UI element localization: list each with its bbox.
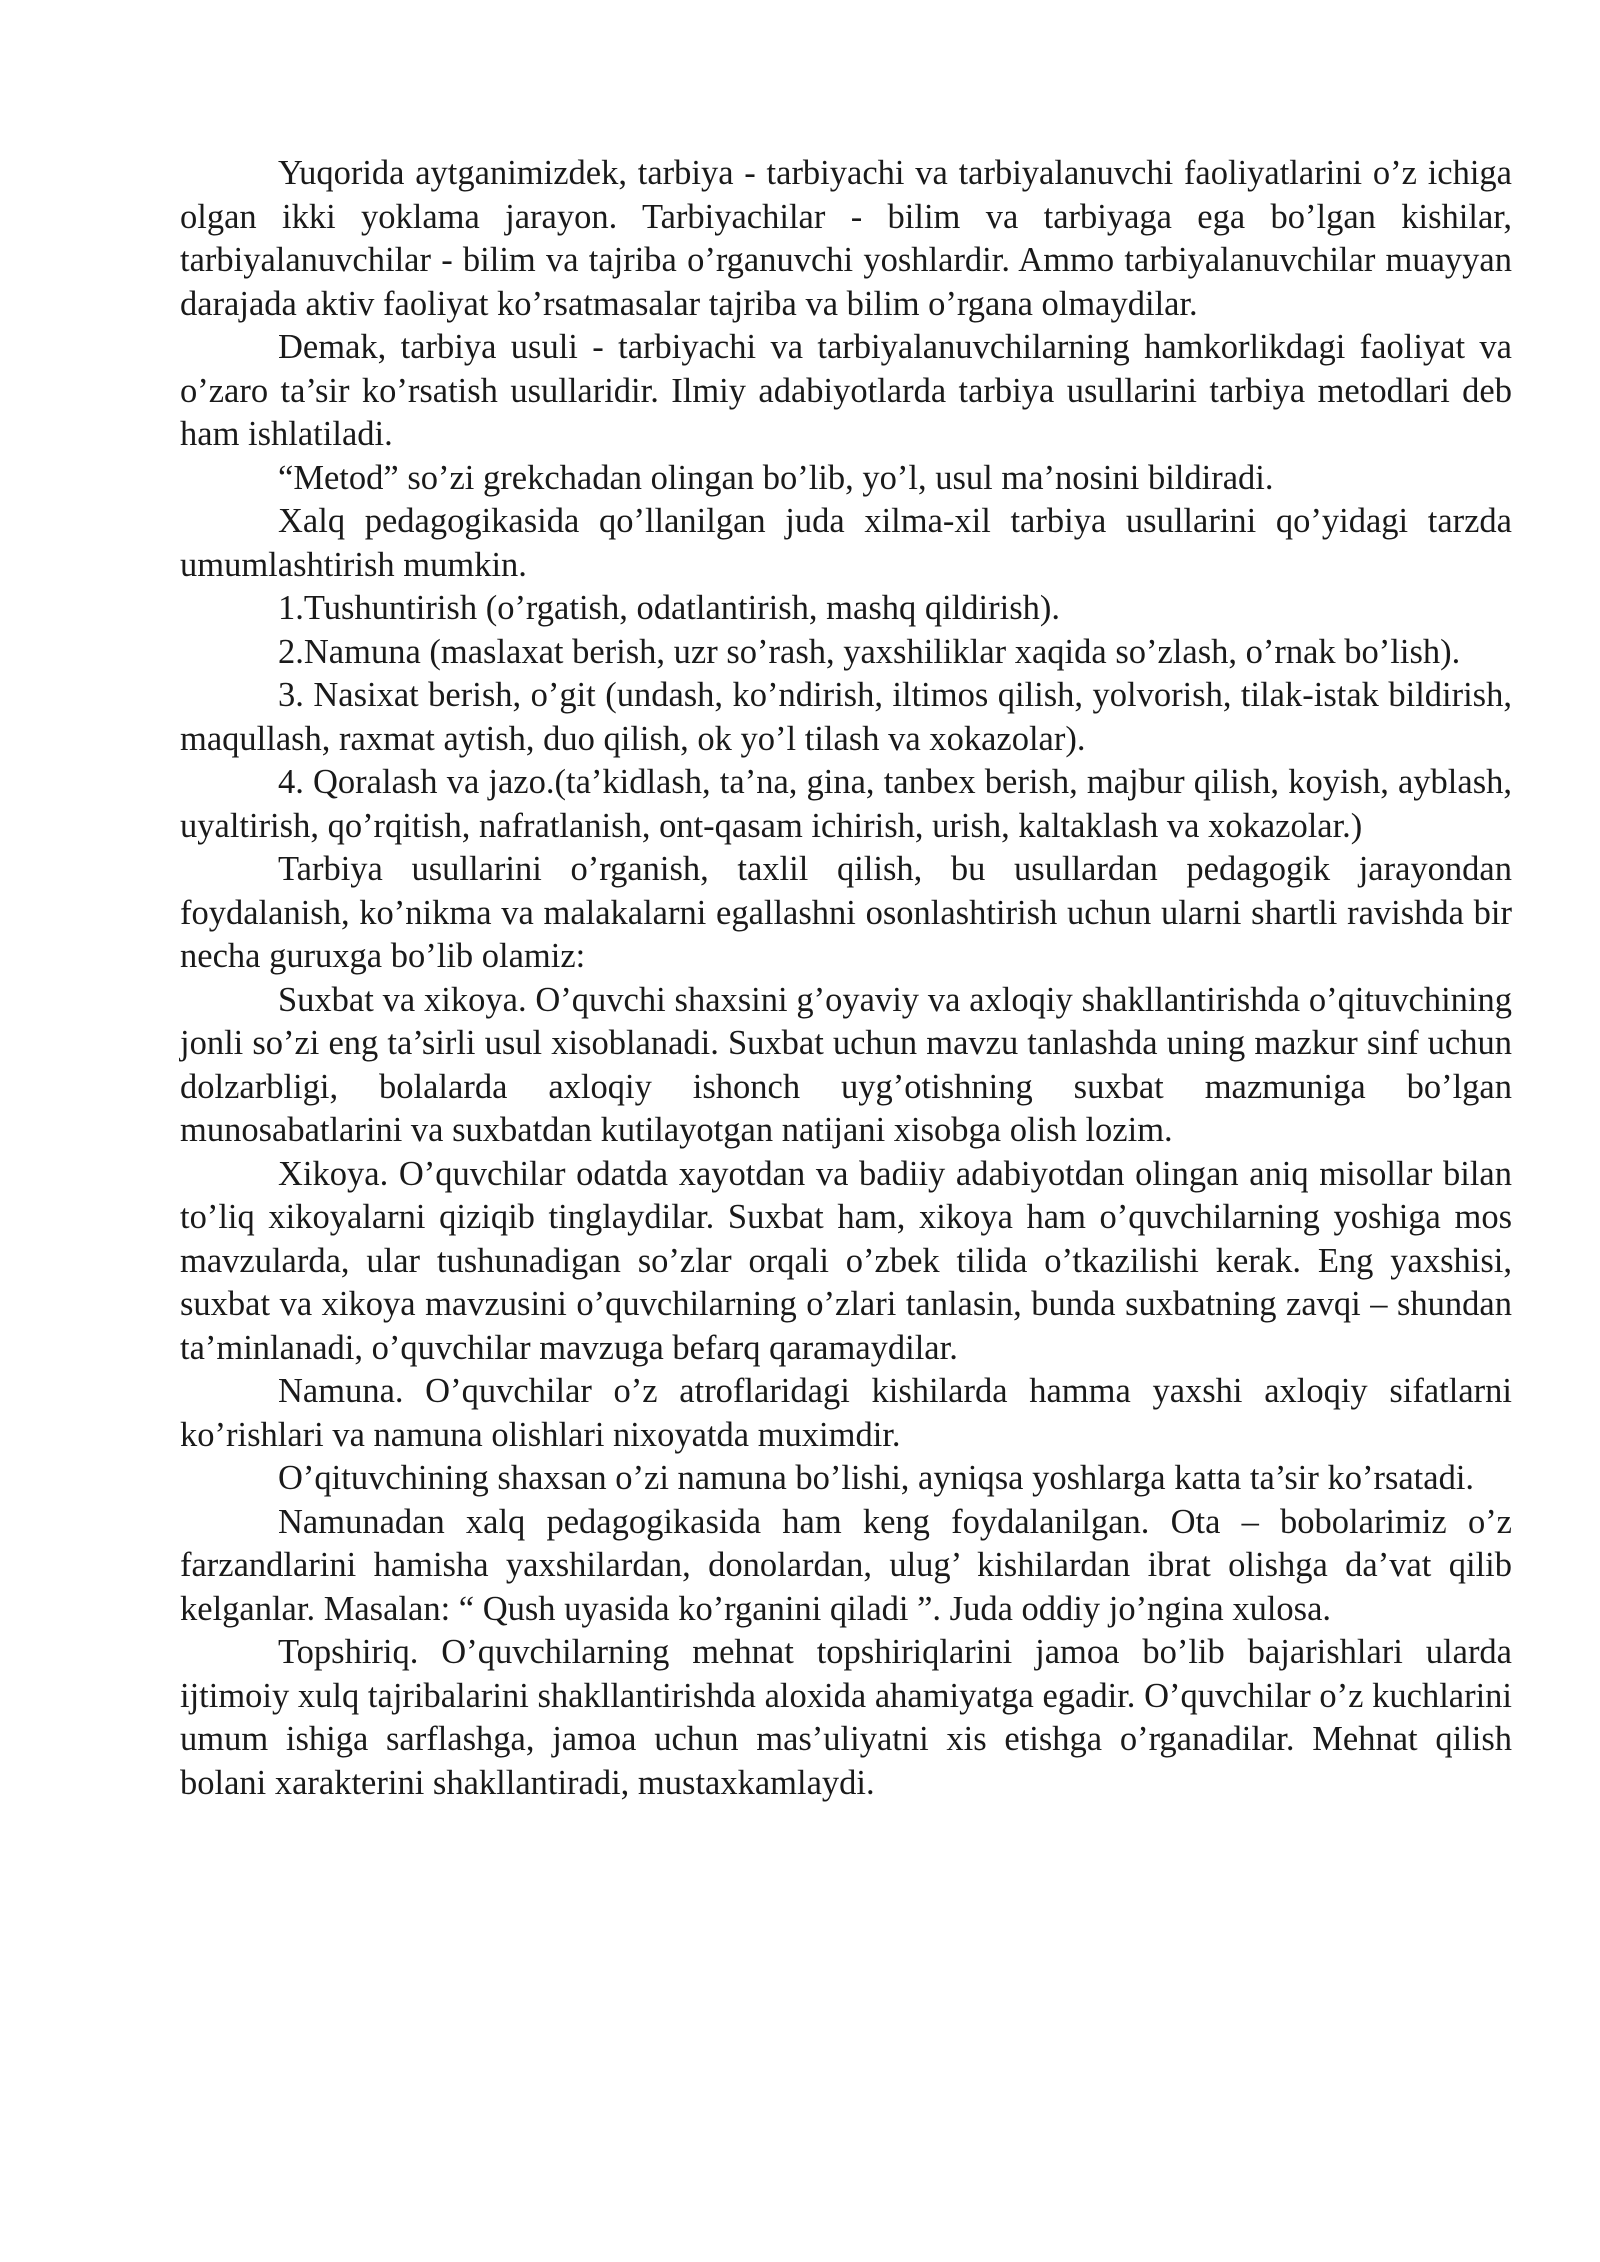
paragraph-assignment: Topshiriq. O’quvchilarning mehnat topshiriqlarini jamoa bo’lib bajarishlari ularda ijtimoiy xulq tajribalarini shakllantirishda aloxida ahamiyatga egadir. O’quvchilar o’z kuchlarini umum ishiga sarflashga, jamoa uchun mas’uliyatni xis etishga o’rganadilar. Mehnat qilish bolani xarakterini shakllantiradi, mustaxkamlaydi. — [180, 1633, 1512, 1802]
paragraph-folk-example: Namunadan xalq pedagogikasida ham keng foydalanilgan. Ota – bobolarimiz o’z farzandlarini hamisha yaxshilardan, donolardan, ulug’ kishilardan ibrat olishga da’vat qilib kelganlar. Masalan: “ Qush uyasida ko’rganini qiladi ”. Juda oddiy jo’ngina xulosa. — [180, 1502, 1512, 1628]
document-page — [180, 152, 1512, 1805]
paragraph-teacher-example: O’qituvchining shaxsan o’zi namuna bo’lishi, ayniqsa yoshlarga katta ta’sir ko’rsatadi. — [278, 1459, 1475, 1497]
paragraph-conversation: Suxbat va xikoya. O’quvchi shaxsini g’oyaviy va axloqiy shakllantirishda o’qituvchining jonli so’zi eng ta’sirli usul xisoblanadi. Suxbat uchun mavzu tanlashda uning mazkur sinf uchun dolzarbligi, bolalarda axloqiy ishonch uyg’otishning suxbat mazmuniga bo’lgan munosabatlarini va suxbatdan kutilayotgan natijani xisobga olish lozim. — [180, 980, 1512, 1149]
paragraph-method-definition: Demak, tarbiya usuli - tarbiyachi va tarbiyalanuvchilarning hamkorlikdagi faoliyat va o’zaro ta’sir ko’rsatish usullaridir. Ilmiy adabiyotlarda tarbiya usullarini tarbiya metodlari deb ham ishlatiladi. — [180, 328, 1512, 453]
list-item-2: 2.Namuna (maslaxat berish, uzr so’rash, yaxshiliklar xaqida so’zlash, o’rnak bo’lish). — [278, 632, 1461, 671]
paragraph-folk-pedagogy: Xalq pedagogikasida qo’llanilgan juda xilma-xil tarbiya usullarini qo’yidagi tarzda umumlashtirish mumkin. — [180, 502, 1512, 584]
paragraph-intro: Yuqorida aytganimizdek, tarbiya - tarbiyachi va tarbiyalanuvchi faoliyatlarini o’z ichiga olgan ikki yoklama jarayon. Tarbiyachilar - bilim va tarbiyaga ega bo’lgan kishilar, tarbiyalanuvchilar - bilim va tajriba o’rganuvchi yoshlardir. Ammo tarbiyalanuvchilar muayyan darajada aktiv faoliyat ko’rsatmasalar tajriba va bilim o’rgana olmaydilar. — [180, 154, 1512, 323]
paragraph-metod-etymology: “Metod” so’zi grekchadan olingan bo’lib, yo’l, usul ma’nosini bildiradi. — [278, 458, 1274, 497]
list-item-3: 3. Nasixat berish, o’git (undash, ko’ndirish, iltimos qilish, yolvorish, tilak-istak bildirish, maqullash, raxmat aytish, duo qilish, ok yo’l tilash va xokazolar). — [180, 676, 1512, 758]
paragraph-grouping: Tarbiya usullarini o’rganish, taxlil qilish, bu usullardan pedagogik jarayondan foydalanish, ko’nikma va malakalarni egallashni osonlashtirish uchun ularni shartli ravishda bir necha guruxga bo’lib olamiz: — [180, 850, 1512, 975]
paragraph-example: Namuna. O’quvchilar o’z atroflaridagi kishilarda hamma yaxshi axloqiy sifatlarni ko’rishlari va namuna olishlari nixoyatda muximdir. — [180, 1372, 1512, 1454]
list-item-4: 4. Qoralash va jazo.(ta’kidlash, ta’na, gina, tanbex berish, majbur qilish, koyish, ayblash, uyaltirish, qo’rqitish, nafratlanish, ont-qasam ichirish, urish, kaltaklash va xokazolar.) — [180, 763, 1512, 845]
list-item-1: 1.Tushuntirish (o’rgatish, odatlantirish, mashq qildirish). — [278, 589, 1060, 627]
paragraph-story: Xikoya. O’quvchilar odatda xayotdan va badiiy adabiyotdan olingan aniq misollar bilan to’liq xikoyalarni qiziqib tinglaydilar. Suxbat ham, xikoya ham o’quvchilarning yoshiga mos mavzularda, ular tushunadigan so’zlar orqali o’zbek tilida o’tkazilishi kerak. Eng yaxshisi, suxbat va xikoya mavzusini o’quvchilarning o’zlari tanlasin, bunda suxbatning zavqi – shundan ta’minlanadi, o’quvchilar mavzuga befarq qaramaydilar. — [180, 1154, 1512, 1367]
